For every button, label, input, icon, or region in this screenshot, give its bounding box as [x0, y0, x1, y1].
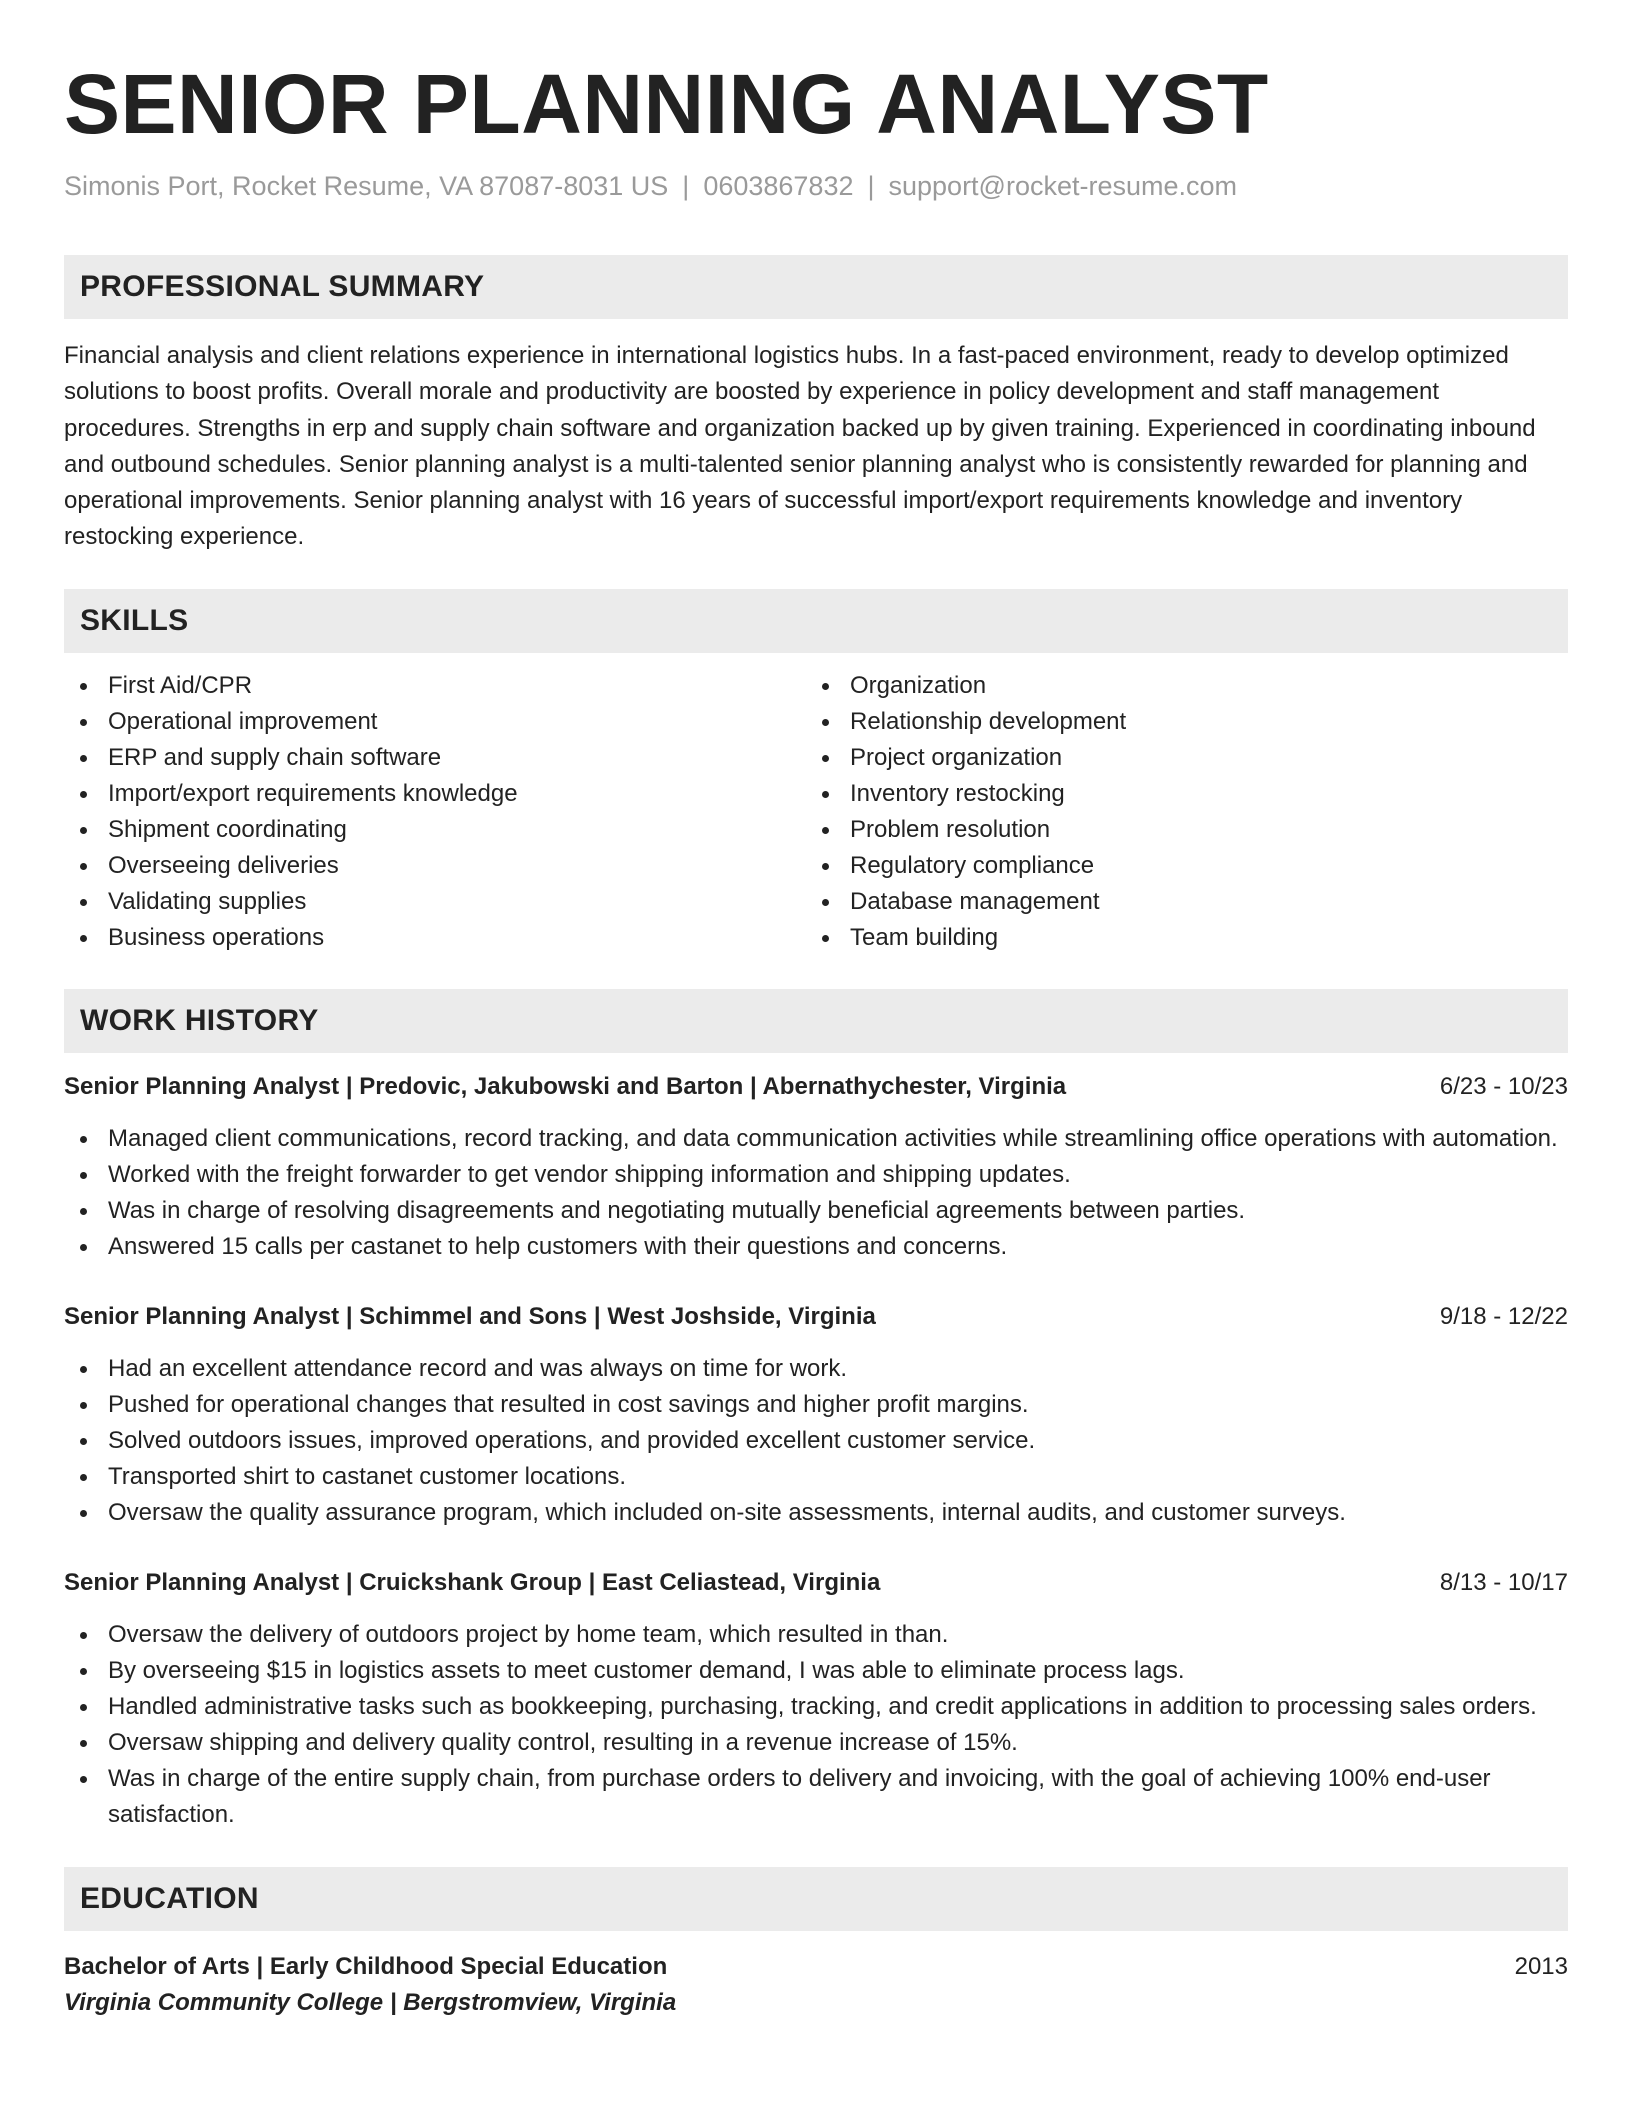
skill-item: First Aid/CPR	[64, 668, 806, 704]
job-title: Senior Planning Analyst | Schimmel and Sons | West Joshside, Virginia	[64, 1302, 876, 1330]
job-bullets	[64, 1351, 1568, 1531]
job-title: Senior Planning Analyst | Predovic, Jakubowski and Barton | Abernathychester, Virginia	[64, 1072, 1067, 1100]
skill-item: Project organization	[806, 740, 1548, 776]
job-dates: 9/18 - 12/22	[1439, 1302, 1568, 1330]
summary-text: Financial analysis and client relations experience in international logistics hubs. In a fast-paced environment, ready to develop optimized solutions to boost profits. Overall morale and productivity are boosted by experience in policy development and staff management procedures. Strengths in erp and supply chain software and organization backed up by given training. Experienced in coordinating inbound and outbound schedules. Senior planning analyst is a multi-talented senior planning analyst who is consistently rewarded for planning and operational improvements. Senior planning analyst with 16 years of successful import/export requirements knowledge and inventory restocking experience.	[64, 342, 1536, 551]
candidate-name: SENIOR PLANNING ANALYST	[64, 57, 1269, 151]
skill-item: Import/export requirements knowledge	[64, 776, 806, 812]
job-bullet: By overseeing $15 in logistics assets to meet customer demand, I was able to eliminate process lags.	[64, 1653, 1568, 1689]
job-bullets	[64, 1121, 1568, 1265]
job-bullet: Answered 15 calls per castanet to help customers with their questions and concerns.	[64, 1229, 1568, 1265]
job-title: Senior Planning Analyst | Cruickshank Group | East Celiastead, Virginia	[64, 1568, 881, 1596]
job-bullet: Pushed for operational changes that resulted in cost savings and higher profit margins.	[64, 1387, 1568, 1423]
skill-item: Validating supplies	[64, 884, 806, 920]
job-dates: 8/13 - 10/17	[1439, 1568, 1568, 1596]
contact-line	[64, 168, 1568, 204]
job-dates: 6/23 - 10/23	[1439, 1072, 1568, 1100]
education-header	[64, 1949, 1568, 1985]
education-year: 2013	[1514, 1952, 1568, 1980]
job-entry	[64, 1299, 1568, 1531]
contact-phone: 0603867832	[703, 171, 854, 201]
job-entry	[64, 1069, 1568, 1265]
contact-address: Simonis Port, Rocket Resume, VA 87087-8031 US	[64, 171, 669, 201]
job-header	[64, 1565, 1568, 1601]
job-bullet: Handled administrative tasks such as bookkeeping, purchasing, tracking, and credit applications in addition to processing sales orders.	[64, 1689, 1568, 1725]
skill-item: Organization	[806, 668, 1548, 704]
job-bullets	[64, 1617, 1568, 1833]
skill-item: Problem resolution	[806, 812, 1548, 848]
education-degree: Bachelor of Arts | Early Childhood Special Education	[64, 1952, 668, 1980]
skill-item: Shipment coordinating	[64, 812, 806, 848]
skill-item: Relationship development	[806, 704, 1548, 740]
skill-item: Overseeing deliveries	[64, 848, 806, 884]
contact-separator: |	[682, 171, 690, 201]
job-bullet: Worked with the freight forwarder to get vendor shipping information and shipping updates.	[64, 1157, 1568, 1193]
skill-item: Inventory restocking	[806, 776, 1548, 812]
skill-item: Regulatory compliance	[806, 848, 1548, 884]
skills-column-right	[806, 668, 1548, 956]
skills-list	[64, 668, 1568, 956]
job-header	[64, 1069, 1568, 1105]
contact-separator: |	[867, 171, 875, 201]
education-school: Virginia Community College | Bergstromview, Virginia	[64, 1988, 677, 2016]
skill-item: Operational improvement	[64, 704, 806, 740]
skills-section-header: SKILLS	[64, 589, 1568, 653]
job-bullet: Managed client communications, record tracking, and data communication activities while streamlining office operations with automation.	[64, 1121, 1568, 1157]
job-bullet: Oversaw the quality assurance program, which included on-site assessments, internal audits, and customer surveys.	[64, 1495, 1568, 1531]
skill-item: Team building	[806, 920, 1548, 956]
job-bullet: Oversaw shipping and delivery quality control, resulting in a revenue increase of 15%.	[64, 1725, 1568, 1761]
job-bullet: Solved outdoors issues, improved operations, and provided excellent customer service.	[64, 1423, 1568, 1459]
skill-item: Business operations	[64, 920, 806, 956]
job-header	[64, 1299, 1568, 1335]
job-bullet: Transported shirt to castanet customer locations.	[64, 1459, 1568, 1495]
skill-item: Database management	[806, 884, 1548, 920]
contact-email[interactable]: support@rocket-resume.com	[888, 171, 1238, 201]
skills-column-left	[64, 668, 806, 956]
summary-section-header: PROFESSIONAL SUMMARY	[64, 255, 1568, 319]
job-entry	[64, 1565, 1568, 1833]
skill-item: ERP and supply chain software	[64, 740, 806, 776]
work-history-section-header: WORK HISTORY	[64, 989, 1568, 1053]
job-bullet: Had an excellent attendance record and was always on time for work.	[64, 1351, 1568, 1387]
job-bullet: Oversaw the delivery of outdoors project by home team, which resulted in than.	[64, 1617, 1568, 1653]
education-section-header: EDUCATION	[64, 1867, 1568, 1931]
job-bullet: Was in charge of resolving disagreements and negotiating mutually beneficial agreements between parties.	[64, 1193, 1568, 1229]
job-bullet: Was in charge of the entire supply chain, from purchase orders to delivery and invoicing, with the goal of achieving 100% end-user satisfaction.	[64, 1761, 1568, 1833]
